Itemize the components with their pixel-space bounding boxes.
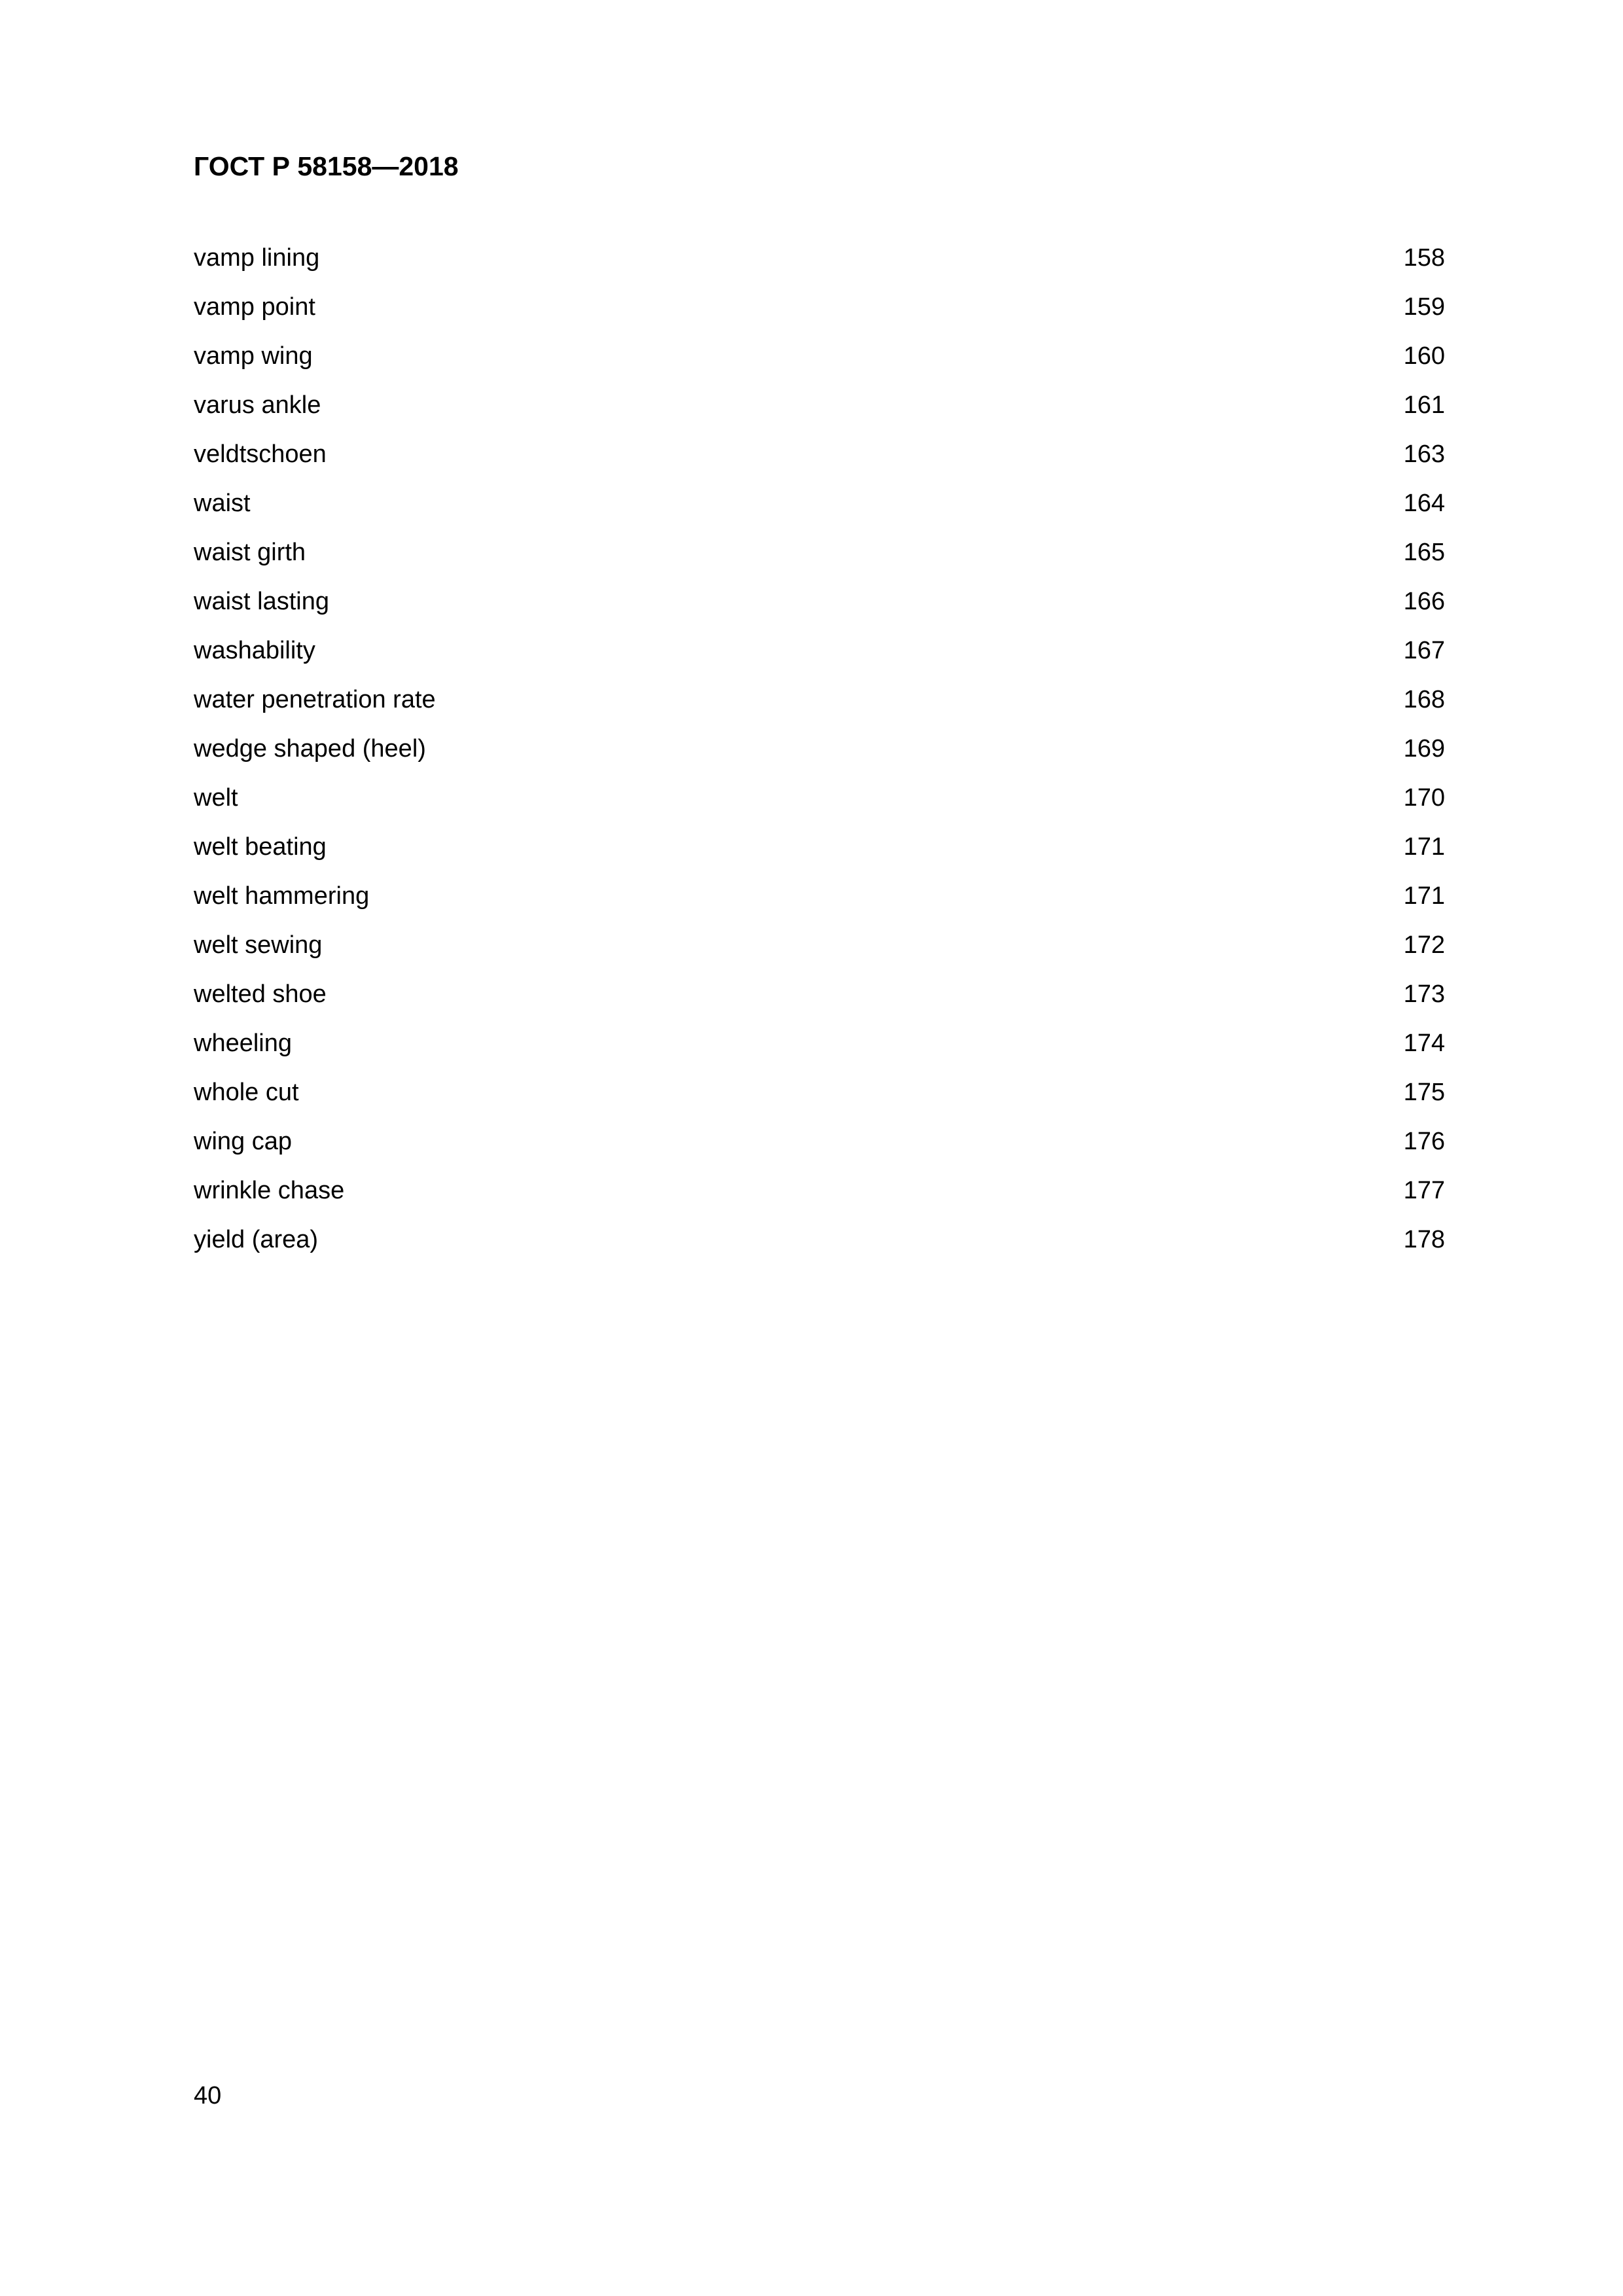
index-page-ref: 168 — [1403, 686, 1445, 713]
index-entry — [194, 238, 1445, 287]
index-page-ref: 163 — [1403, 440, 1445, 468]
index-entry — [194, 582, 1445, 631]
index-term: wing cap — [194, 1128, 292, 1155]
index-page-ref: 174 — [1403, 1030, 1445, 1057]
index-entry — [194, 386, 1445, 435]
index-entry — [194, 1220, 1445, 1269]
index-term: varus ankle — [194, 391, 321, 419]
index-entry — [194, 1024, 1445, 1073]
index-entry — [194, 1073, 1445, 1122]
index-entry — [194, 631, 1445, 680]
index-entry — [194, 876, 1445, 925]
index-page-ref: 170 — [1403, 784, 1445, 812]
index-term: waist — [194, 490, 251, 517]
index-page-ref: 159 — [1403, 293, 1445, 321]
index-page-ref: 175 — [1403, 1079, 1445, 1106]
index-term: vamp wing — [194, 342, 313, 370]
index-page-ref: 161 — [1403, 391, 1445, 419]
index-entry — [194, 729, 1445, 778]
index-term: welt — [194, 784, 238, 812]
index-page-ref: 165 — [1403, 539, 1445, 566]
index-term: welt sewing — [194, 931, 323, 959]
index-entry — [194, 1122, 1445, 1171]
index-term: wheeling — [194, 1030, 292, 1057]
index-page-ref: 171 — [1403, 833, 1445, 861]
page-number: 40 — [194, 2082, 222, 2109]
index-term: wedge shaped (heel) — [194, 735, 426, 762]
index-page-ref: 177 — [1403, 1177, 1445, 1204]
index-page-ref: 172 — [1403, 931, 1445, 959]
index-term: welt beating — [194, 833, 327, 861]
index-entry — [194, 778, 1445, 827]
document-header: ГОСТ Р 58158—2018 — [194, 151, 459, 181]
index-term: washability — [194, 637, 315, 664]
index-page-ref: 167 — [1403, 637, 1445, 664]
index-page-ref: 166 — [1403, 588, 1445, 615]
index-term: water penetration rate — [194, 686, 436, 713]
index-entry — [194, 484, 1445, 533]
index-term: vamp point — [194, 293, 315, 321]
index-page-ref: 176 — [1403, 1128, 1445, 1155]
index-entry — [194, 336, 1445, 386]
index-entry — [194, 925, 1445, 975]
index-page-ref: 178 — [1403, 1226, 1445, 1253]
index-entry — [194, 827, 1445, 876]
index-entry — [194, 975, 1445, 1024]
index-entry — [194, 680, 1445, 729]
index-page-ref: 160 — [1403, 342, 1445, 370]
index-term: whole cut — [194, 1079, 299, 1106]
index-page-ref: 164 — [1403, 490, 1445, 517]
index-entry — [194, 1171, 1445, 1220]
index-page-ref: 169 — [1403, 735, 1445, 762]
index-term: welted shoe — [194, 980, 327, 1008]
index-term: welt hammering — [194, 882, 370, 910]
index-entry — [194, 435, 1445, 484]
index-page-ref: 158 — [1403, 244, 1445, 272]
index-term: vamp lining — [194, 244, 320, 272]
index-term: waist lasting — [194, 588, 329, 615]
index-term: veldtschoen — [194, 440, 327, 468]
index-term: yield (area) — [194, 1226, 319, 1253]
index-entry — [194, 287, 1445, 336]
index-page-ref: 171 — [1403, 882, 1445, 910]
index-term: waist girth — [194, 539, 306, 566]
term-index-list — [194, 238, 1445, 1269]
index-entry — [194, 533, 1445, 582]
index-term: wrinkle chase — [194, 1177, 345, 1204]
index-page-ref: 173 — [1403, 980, 1445, 1008]
